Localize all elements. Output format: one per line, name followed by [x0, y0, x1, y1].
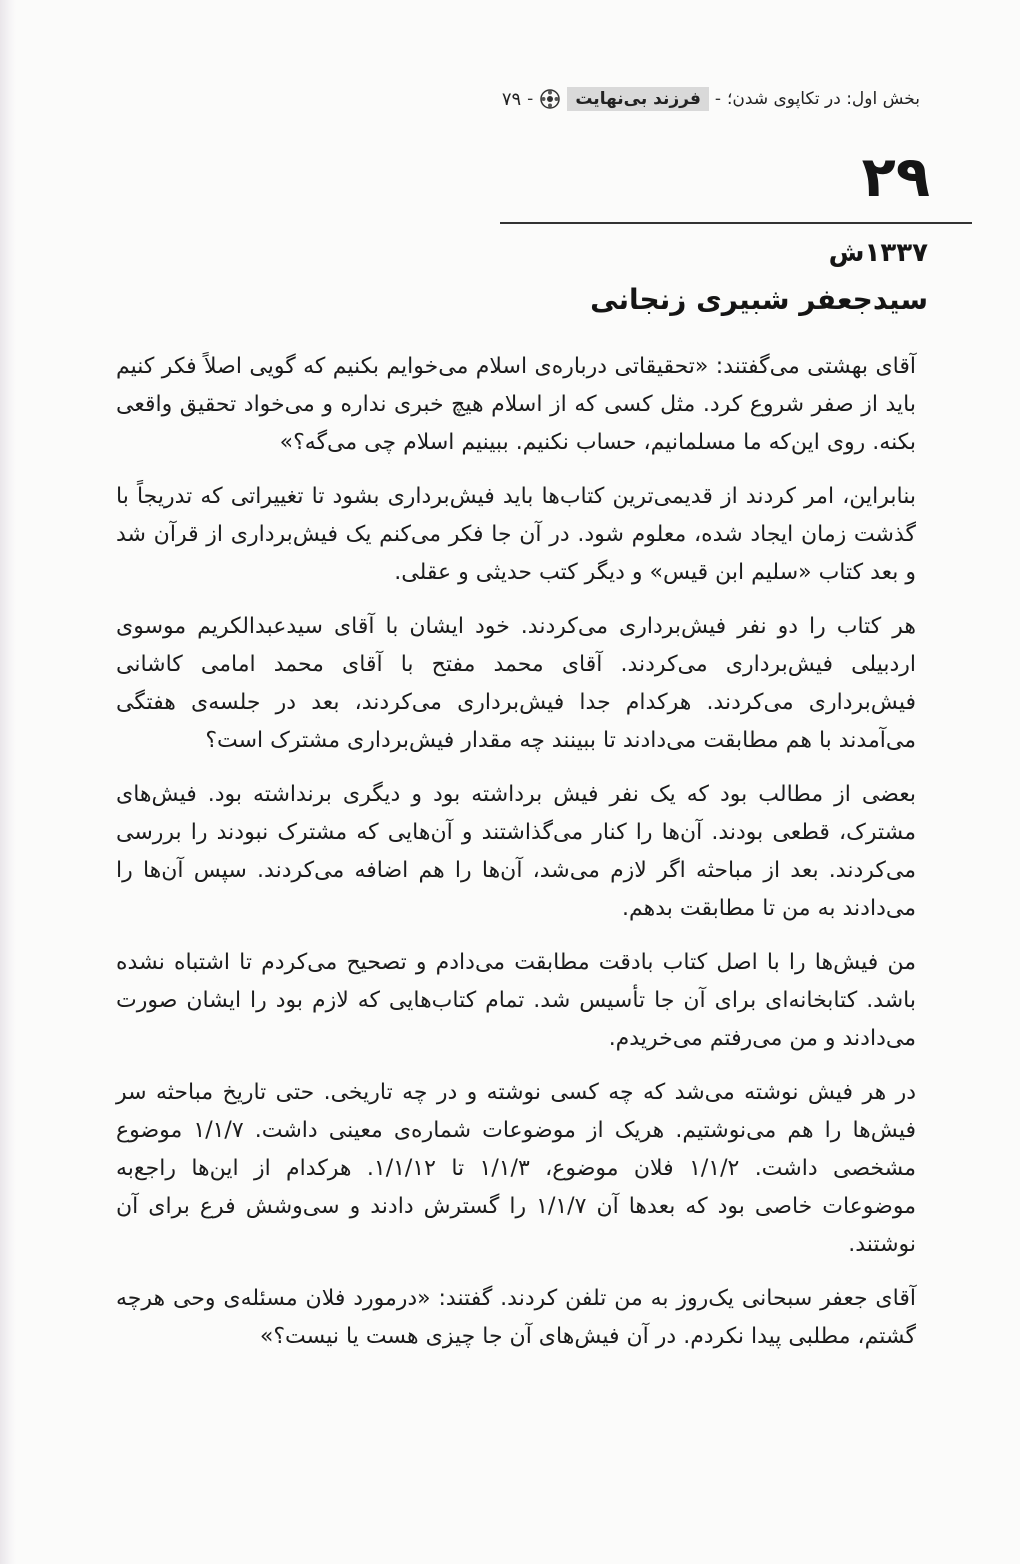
- chapter-narrator: سیدجعفر شبیری زنجانی: [590, 283, 928, 316]
- paragraph-6: در هر فیش نوشته می‌شد که چه کسی نوشته و در چه تاریخی. حتی تاریخ مباحثه سر فیش‌ها را هم می‌نوشتیم. هریک از موضوعات شماره‌ی معینی داشت. ۱/۱/۷ موضوع مشخصی داشت. ۱/۱/۲ فلان موضوع، ۱/۱/۳ تا ۱/۱/۱۲. هرکدام از این‌ها راجع‌به موضوعات خاصی بود که بعدها آن ۱/۱/۷ را گسترش دادند و سی‌وشش فرع برای آن نوشتند.: [116, 1080, 917, 1257]
- body-text: [116, 348, 916, 1372]
- paragraph-2: بنابراین، امر کردند از قدیمی‌ترین کتاب‌ها باید فیش‌برداری بشود تا تغییراتی که تدریجاً با گذشت زمان ایجاد شده، معلوم شود. در آن جا فکر می‌کنم یک فیش‌برداری از قرآن شد و بعد کتاب «سلیم ابن قیس» و دیگر کتب حدیثی و عقلی.: [116, 484, 916, 585]
- header-section-title: بخش اول: در تکاپوی شدن؛: [727, 89, 920, 109]
- page-number: ۷۹: [501, 88, 522, 110]
- header-separator: -: [714, 89, 722, 109]
- flower-ornament-icon: [539, 88, 561, 110]
- chapter-number: ۲۹: [861, 145, 930, 210]
- paragraph-5: من فیش‌ها را با اصل کتاب بادقت مطابقت می‌دادم و تصحیح می‌کردم تا اشتباه نشده باشد. کتابخانه‌ای برای آن جا تأسیس شد. تمام کتاب‌هایی که لازم بود را ایشان صورت می‌دادند و من می‌رفتم می‌خریدم.: [116, 950, 916, 1051]
- header-book-title: فرزند بی‌نهایت: [567, 87, 709, 111]
- chapter-divider: [500, 222, 972, 224]
- header-separator-2: -: [527, 89, 534, 109]
- paragraph-4: بعضی از مطالب بود که یک نفر فیش برداشته بود و دیگری برنداشته بود. فیش‌های مشترک، قطعی بودند. آن‌ها را کنار می‌گذاشتند و آن‌هایی که مشترک نبودند را بررسی می‌کردند. بعد از مباحثه اگر لازم می‌شد، آن‌ها را هم اضافه می‌کردند. سپس آن‌ها را می‌دادند به من تا مطابقت بدهم.: [116, 782, 916, 921]
- paragraph-1: آقای بهشتی می‌گفتند: «تحقیقاتی درباره‌ی اسلام می‌خوایم بکنیم که گویی اصلاً فکر کنیم باید از صفر شروع کرد. مثل کسی که از اسلام هیچ خبری نداره و می‌خواد تحقیق واقعی بکنه. روی این‌که ما مسلمانیم، حساب نکنیم. ببینیم اسلام چی می‌گه؟»: [116, 354, 916, 455]
- paragraph-3: هر کتاب را دو نفر فیش‌برداری می‌کردند. خود ایشان با آقای سیدعبدالکریم موسوی اردبیلی فیش‌برداری می‌کردند. آقای محمد مفتح با آقای محمد امامی کاشانی فیش‌برداری می‌کردند. هرکدام جدا فیش‌برداری می‌کردند، بعد در جلسه‌ی هفتگی می‌آمدند با هم مطابقت می‌دادند تا ببینند چه مقدار فیش‌برداری مشترک است؟: [116, 614, 916, 753]
- page-edge-shadow: [0, 0, 16, 1564]
- paragraph-7: آقای جعفر سبحانی یک‌روز به من تلفن کردند. گفتند: «درمورد فلان مسئله‌ی وحی هرچه گشتم، مطلبی پیدا نکردم. در آن فیش‌های آن جا چیزی هست یا نیست؟»: [116, 1286, 916, 1349]
- chapter-year: ۱۳۳۷ش: [828, 238, 928, 268]
- running-header: [120, 84, 920, 114]
